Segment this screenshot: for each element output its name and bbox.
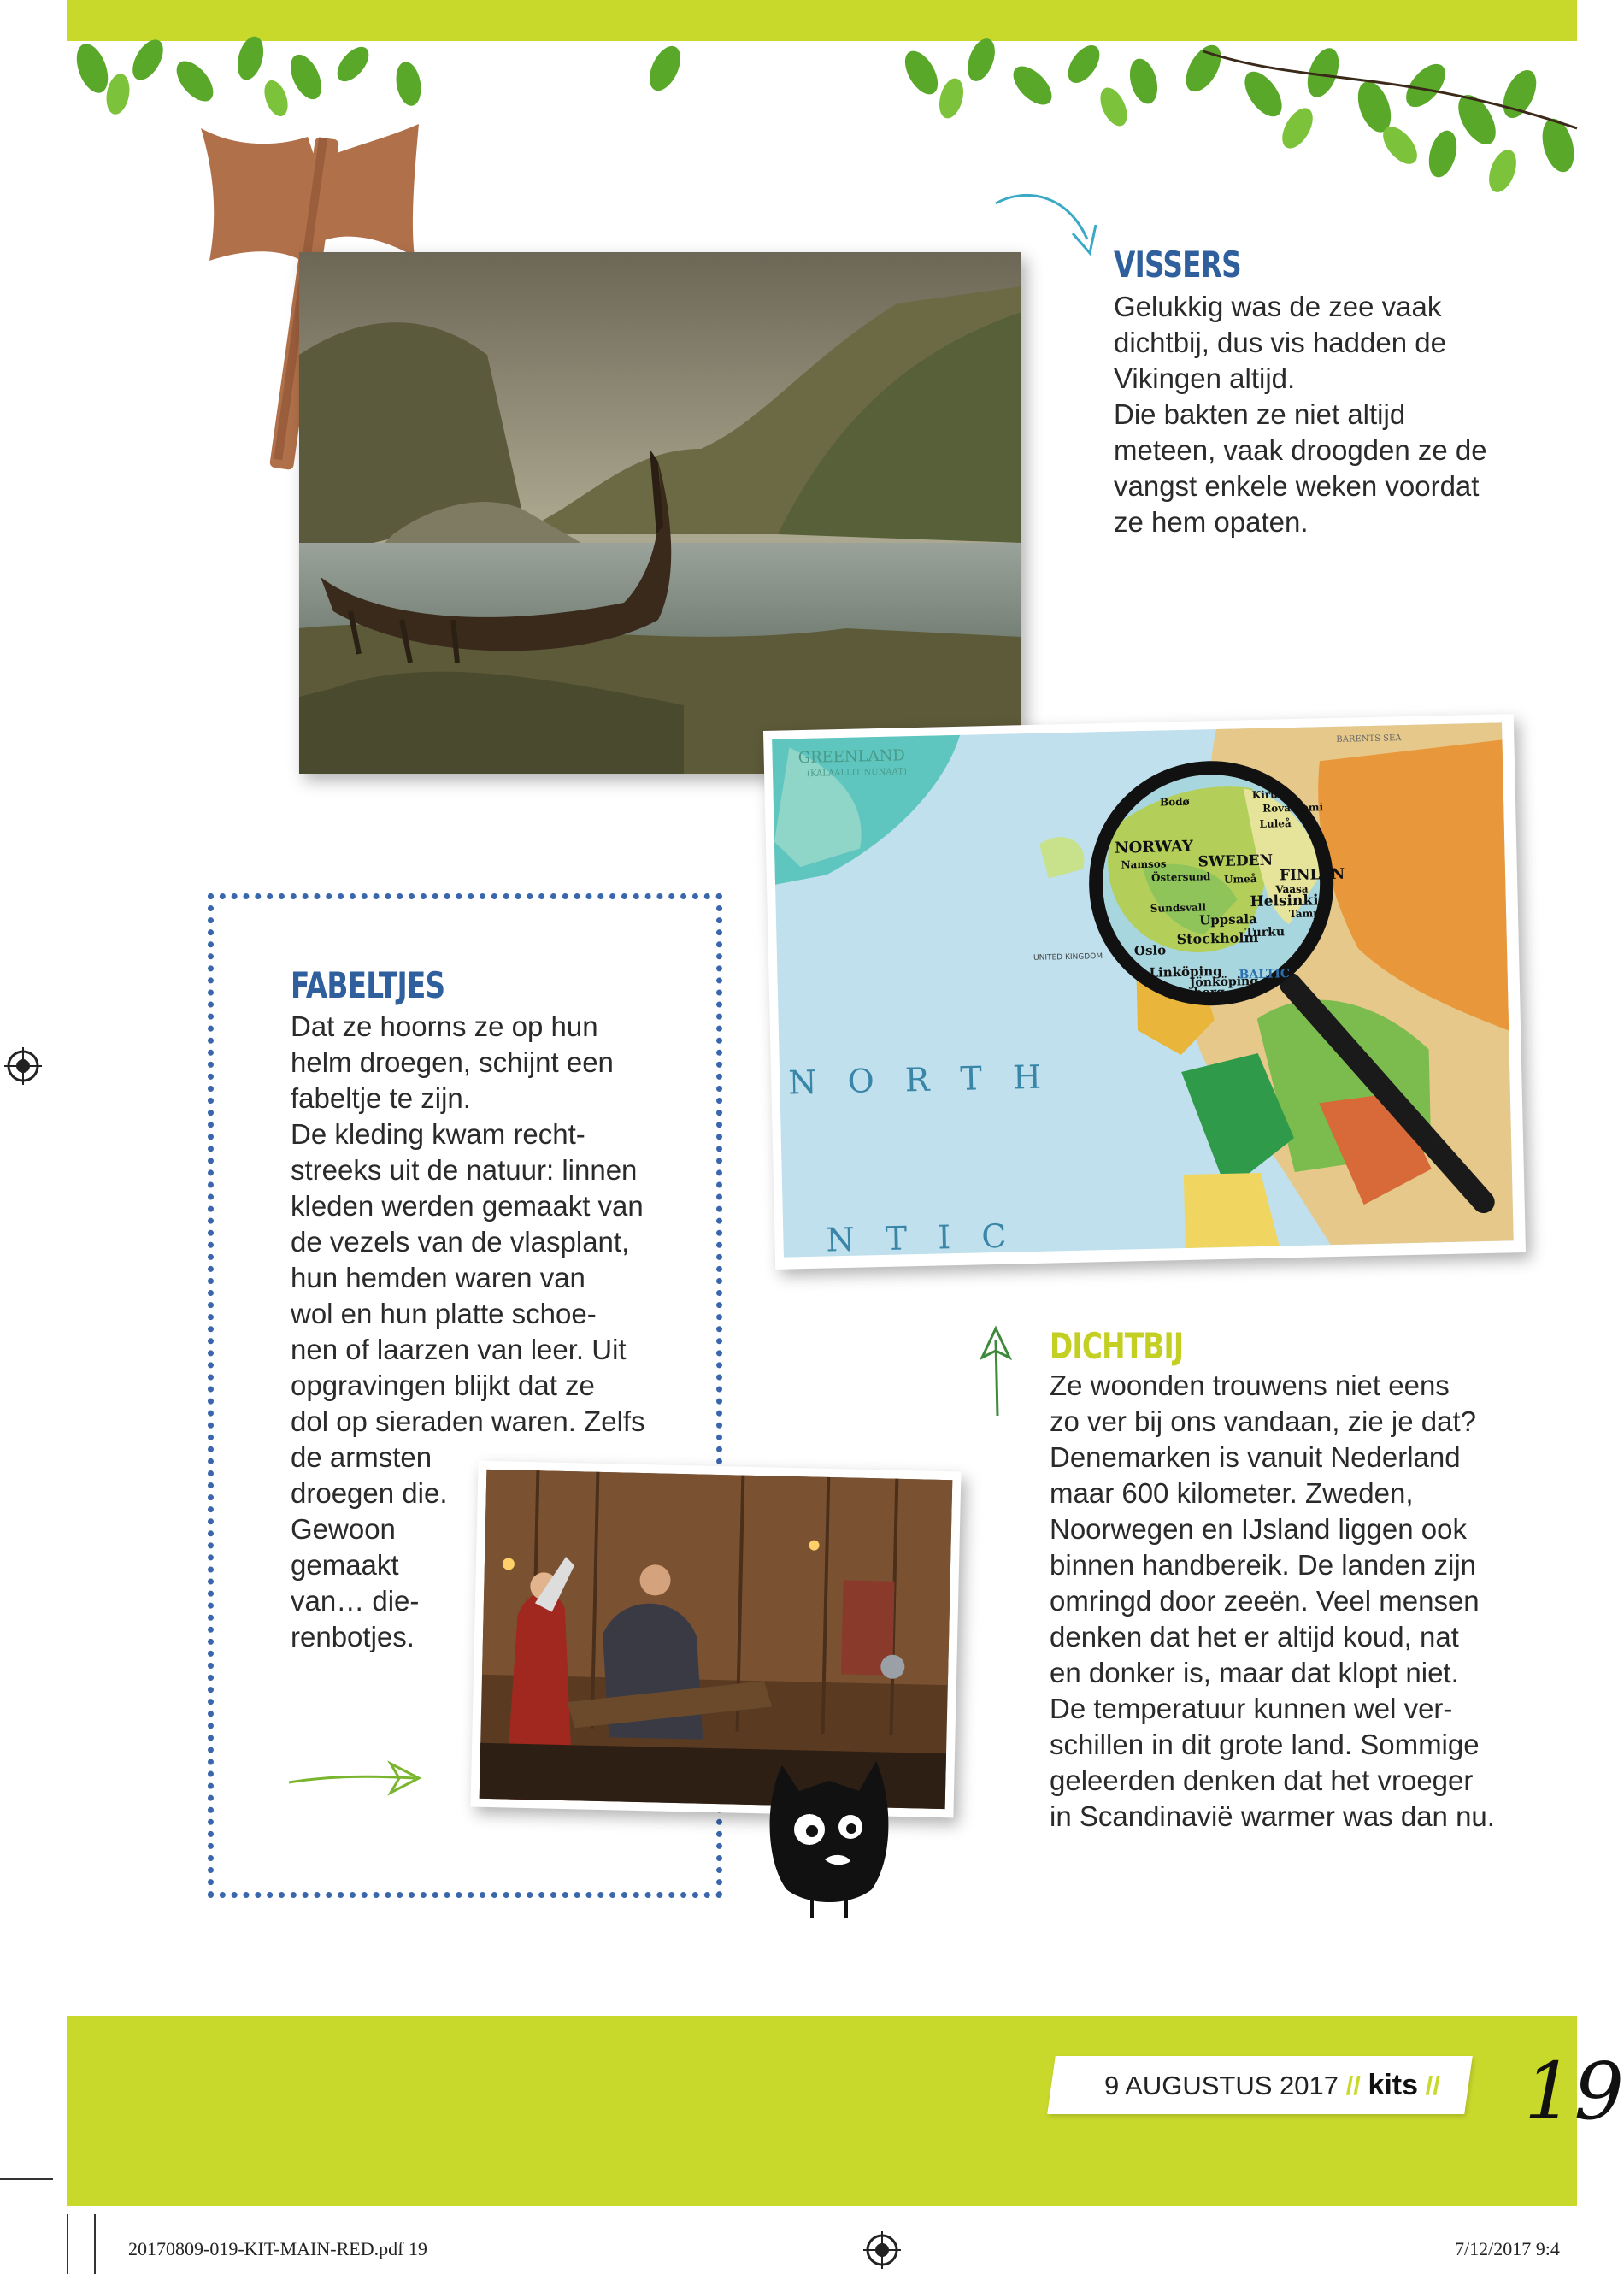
fabeltjes-line: gemaakt [291,1549,399,1581]
dichtbij-line: Ze woonden trouwens niet eens [1050,1370,1450,1401]
dichtbij-line: Noorwegen en IJsland liggen ook [1050,1513,1467,1545]
dichtbij-line: De temperatuur kunnen wel ver- [1050,1693,1453,1724]
dichtbij-text [1050,1368,1495,1835]
map-label-baltic: BALTIC [1239,967,1291,982]
dichtbij-line: binnen handbereik. De landen zijn [1050,1549,1477,1581]
dichtbij-line: zo ver bij ons vandaan, zie je dat? [1050,1405,1476,1437]
crop-mark [67,2214,68,2274]
map-label-kalaallit: (KALAALLIT NUNAAT) [806,767,907,779]
vissers-line: ze hem opaten. [1114,506,1309,538]
vissers-line: Gelukkig was de zee vaak [1114,291,1442,322]
vissers-line: meteen, vaak droogden ze de [1114,434,1487,466]
map-label-linkoping: Linköping [1149,963,1222,981]
owl-mascot-illustration [765,1748,893,1919]
vissers-text [1114,289,1487,540]
map-label-lulea: Luleå [1259,817,1292,830]
map-label-rovaniemi: Rovaniemi [1262,801,1324,815]
fabeltjes-line: Gewoon [291,1513,396,1545]
dichtbij-line: in Scandinavië warmer was dan nu. [1050,1800,1495,1832]
arrow-decoration-dichtbij [970,1323,1021,1417]
vissers-heading: VISSERS [1114,244,1242,286]
separator-slash: // [1425,2071,1440,2100]
map-label-goteborg: Göteborg [1162,985,1226,1001]
fabeltjes-line: kleden werden gemaakt van [291,1190,644,1222]
vissers-line: dichtbij, dus vis hadden de [1114,327,1446,358]
map-label-namsos: Namsos [1121,857,1167,871]
arrow-decoration-fabeltjes [286,1757,423,1800]
map-label-bodo: Bodø [1159,795,1190,809]
vissers-line: vangst enkele weken voordat [1114,470,1480,502]
map-label-jonkoping: Jönköping [1189,974,1259,990]
page-number: 19 [1524,2046,1624,2137]
map-label-uppsala: Uppsala [1198,910,1257,928]
map-label-oslo: Oslo [1133,942,1167,959]
map-label-barents: BARENTS SEA [1336,733,1402,745]
fabeltjes-line: Dat ze hoorns ze op hun [291,1010,598,1042]
vissers-line: Die bakten ze niet altijd [1114,398,1406,430]
issue-date: 9 AUGUSTUS 2017 [1104,2071,1339,2100]
fabeltjes-line: de vezels van de vlasplant, [291,1226,630,1258]
registration-mark-icon [863,2231,901,2269]
map-label-north: N O R T H [787,1057,1052,1102]
crop-mark [0,2178,53,2180]
dichtbij-line: maar 600 kilometer. Zweden, [1050,1477,1414,1509]
crop-mark [94,2214,96,2274]
map-label-sweden: SWEDEN [1197,851,1274,871]
map-magnifier-photo [763,714,1526,1270]
vissers-line: Vikingen altijd. [1114,362,1296,394]
fabeltjes-line: de armsten [291,1441,432,1473]
map-label-greenland: GREENLAND [797,746,906,768]
print-slug-timestamp: 7/12/2017 9:4 [1455,2238,1560,2259]
map-label-umea: Umeå [1223,872,1257,886]
map-label-stockholm: Stockholm [1176,928,1259,948]
map-label-ostersund: Östersund [1150,870,1211,884]
dichtbij-line: schillen in dit grote land. Sommige [1050,1729,1480,1760]
fabeltjes-line: helm droegen, schijnt een [291,1046,614,1078]
map-label-vaasa: Vaasa [1275,882,1309,896]
dichtbij-line: en donker is, maar dat klopt niet. [1050,1657,1459,1688]
map-label-norway: NORWAY [1114,837,1194,857]
fabeltjes-line: droegen die. [291,1477,448,1509]
brand-name: kits [1368,2069,1419,2101]
fabeltjes-line: streeks uit de natuur: linnen [291,1154,638,1186]
fabeltjes-line: wol en hun platte schoe- [291,1298,597,1329]
dichtbij-line: omringd door zeeën. Veel mensen [1050,1585,1480,1617]
dichtbij-line: denken dat het er altijd koud, nat [1050,1621,1459,1652]
dichtbij-line: geleerden denken dat het vroeger [1050,1764,1474,1796]
fabeltjes-line: fabeltje te zijn. [291,1082,471,1114]
dichtbij-line: Denemarken is vanuit Nederland [1050,1441,1461,1473]
fabeltjes-line: hun hemden waren van [291,1262,585,1293]
arrow-decoration-vissers [991,186,1103,263]
separator-slash: // [1345,2071,1361,2100]
fabeltjes-line: nen of laarzen van leer. Uit [291,1334,627,1365]
map-label-tampere: Tampe [1288,907,1327,921]
map-label-helsinki: Helsinki [1250,892,1319,911]
map-label-kiruna: Kiruna [1251,788,1292,802]
fabeltjes-line: renbotjes. [291,1621,415,1652]
fabeltjes-heading: FABELTJES [291,964,445,1006]
dichtbij-heading: DICHTBIJ [1050,1325,1184,1367]
fabeltjes-line: opgravingen blijkt dat ze [291,1370,595,1401]
map-label-ntic: N T I C [825,1217,1017,1259]
map-label-uk: UNITED KINGDOM [1033,952,1103,963]
map-label-sundsvall: Sundsvall [1150,901,1207,915]
fabeltjes-line: De kleding kwam recht- [291,1118,585,1150]
map-label-turku: Turku [1244,925,1286,940]
fabeltjes-line: dol op sieraden waren. Zelfs [291,1405,645,1437]
fabeltjes-line: van… die- [291,1585,420,1617]
print-slug-file: 20170809-019-KIT-MAIN-RED.pdf 19 [128,2238,427,2259]
issue-date-line [1104,2069,1440,2102]
fjord-viking-ship-photo [299,252,1021,774]
registration-mark-icon [4,1047,42,1085]
map-label-finland: FINLAN [1279,865,1345,885]
